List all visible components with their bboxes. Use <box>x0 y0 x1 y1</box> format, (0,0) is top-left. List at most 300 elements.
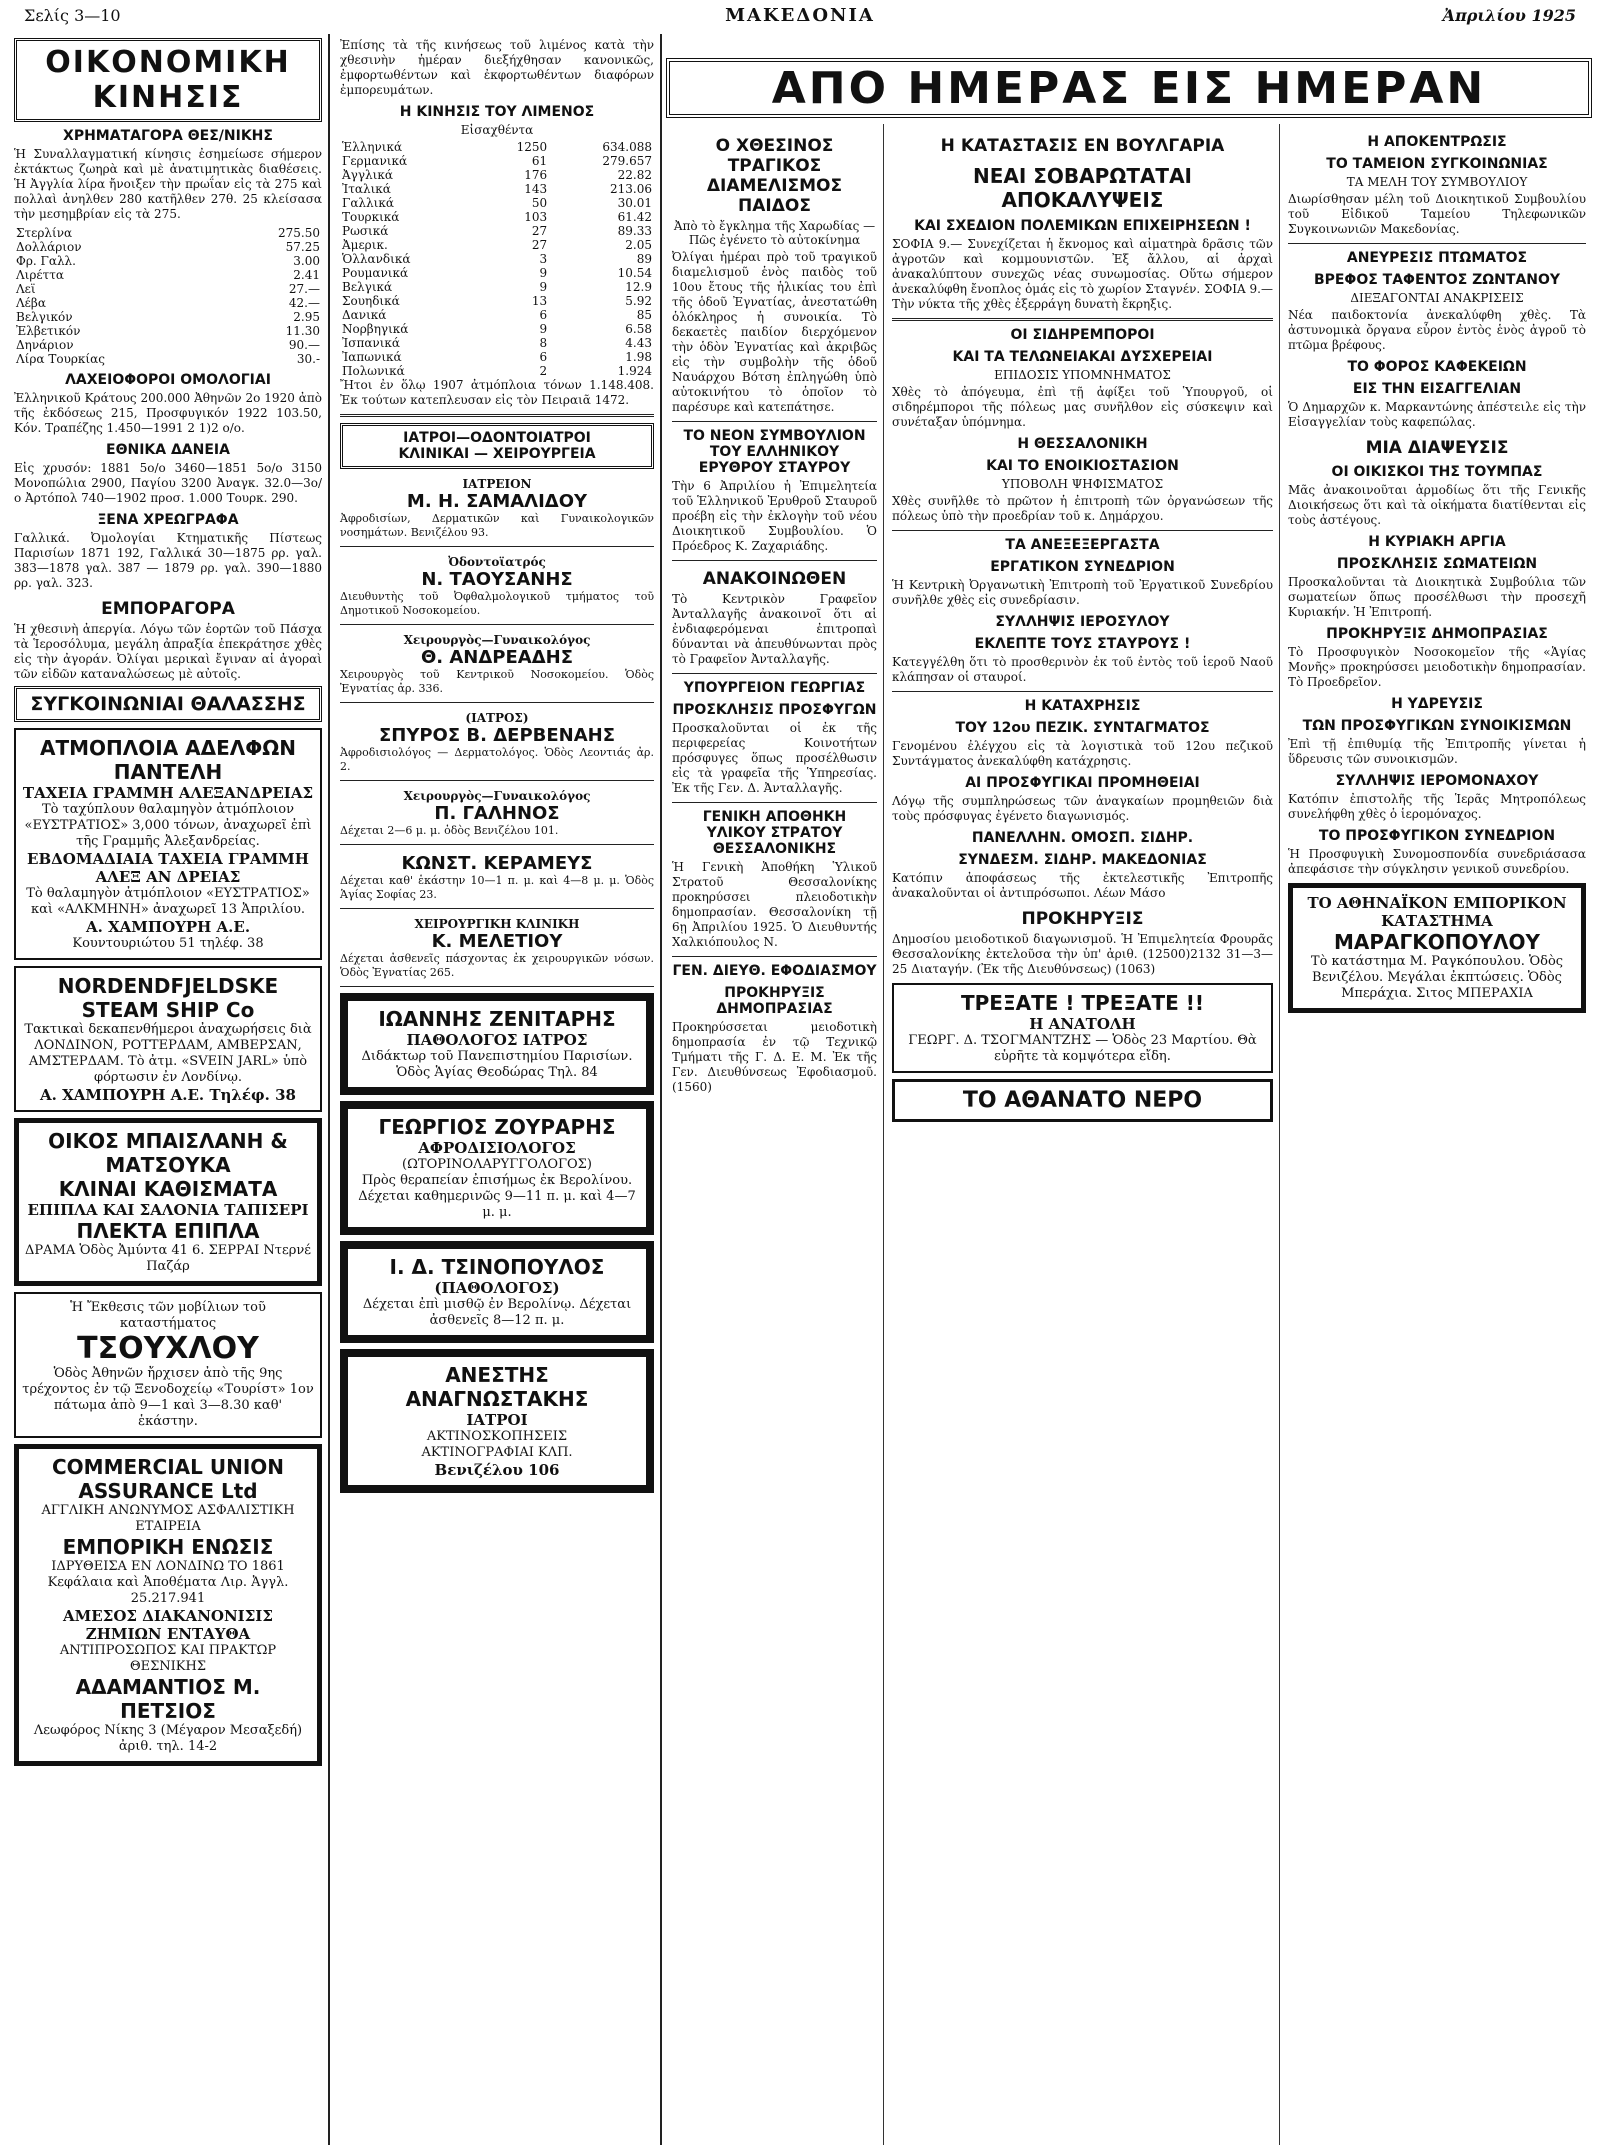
doctor-name: Ν. ΤΑΟΥΣΑΝΗΣ <box>421 569 573 590</box>
rate-name: Λέβα <box>16 296 46 310</box>
port-tons: 279.657 <box>602 154 652 168</box>
story3-text: Τὸ Κεντρικὸν Γραφεῖον Ἀνταλλαγῆς ἀνακοινοῖ ὅτι αἱ ἐνδιαφερόμεναι ἐπιτροπαὶ δύνανται νὰ ἀπευθύνωνται πρὸς τὸ Γραφεῖον Ἀνταλλαγῆς. <box>672 592 877 666</box>
doctor-role: ΧΕΙΡΟΥΡΓΙΚΗ ΚΛΙΝΙΚΗ <box>414 917 580 931</box>
table-row <box>14 324 322 338</box>
table-row <box>340 238 654 252</box>
story6-text: Προκηρύσσεται μειοδοτικὴ δημοπρασία ἐν τῷ Τεχνικῷ Τμήματι τῆς Γ. Δ. Ε. Μ. Ἐκ τῆς Γεν. Διευθύνσεως Ἐφοδιασμοῦ. (1560) <box>672 1020 877 1094</box>
shipping-header: ΣΥΓΚΟΙΝΩΝΙΑΙ ΘΑΛΑΣΣΗΣ <box>14 686 322 722</box>
table-row <box>14 240 322 254</box>
insurance-agent-title: ΑΝΤΙΠΡΟΣΩΠΟΣ ΚΑΙ ΠΡΑΚΤΩΡ ΘΕΣΝΙΚΗΣ <box>59 1643 277 1674</box>
stocks-title: ΞΕΝΑ ΧΡΕΩΓΡΑΦΑ <box>97 512 239 528</box>
story2-text: Τὴν 6 Ἀπριλίου ἡ Ἐπιμελητεία τοῦ Ἑλληνικοῦ Ἐρυθροῦ Σταυροῦ προέβη εἰς τὴν ἐκλογὴν τοῦ νέου Διοικητικοῦ Συμβουλίου. Ὁ Πρόεδρος Κ. Ζαχαριάδης. <box>672 479 877 553</box>
railunion-title: ΠΑΝΕΛΛΗΝ. ΟΜΟΣΠ. ΣΙΔΗΡ. <box>971 830 1194 846</box>
table-row <box>340 336 654 350</box>
doctor-text: Ἀφροδισιολόγος — Δερματολόγος. Ὁδὸς Λεοντιάς ἀρ. 2. <box>340 746 654 773</box>
insurance-year: ΙΔΡΥΘΕΙΣΑ ΕΝ ΛΟΝΔΙΝΩ ΤΟ 1861 <box>51 1559 285 1574</box>
zenitaris-role: ΠΑΘΟΛΟΓΟΣ ΙΑΤΡΟΣ <box>406 1031 588 1049</box>
loans-text: Εἰς χρυσόν: 1881 5ο/ο 3460—1851 5ο/ο 3150 Μονοπώλια 2900, Παγίου 3200 Ἀναγκ. 32.0—3ο/ο Ἀρτόπολ 740—1902 προσ. 1.000 Τουρκ. 290. <box>14 461 322 505</box>
s4-sub: ΟΙ ΟΙΚΙΣΚΟΙ ΤΗΣ ΤΟΥΜΠΑΣ <box>1331 464 1543 480</box>
insurance-sub: ΑΓΓΛΙΚΗ ΑΝΩΝΥΜΟΣ ΑΣΦΑΛΙΣΤΙΚΗ ΕΤΑΙΡΕΙΑ <box>41 1503 295 1534</box>
port-ships: 6 <box>539 308 548 322</box>
insurance-capital: Κεφάλαια καὶ Ἀποθέματα Λιρ. Ἀγγλ. 25.217.941 <box>47 1575 289 1606</box>
arrest-sub: ΕΚΛΕΠΤΕ ΤΟΥΣ ΣΤΑΥΡΟΥΣ ! <box>974 636 1191 652</box>
story5-title: ΓΕΝΙΚΗ ΑΠΟΘΗΚΗ ΥΛΙΚΟΥ ΣΤΡΑΤΟΥ ΘΕΣΣΑΛΟΝΙΚΗΣ <box>702 809 847 857</box>
s8-text: Κατόπιν ἐπιστολῆς τῆς Ἱερᾶς Μητροπόλεως συνελήφθη χθὲς ὁ ἱερομόναχος. <box>1288 792 1586 821</box>
s3-text: Ὁ Δημαρχῶν κ. Μαρκαντώνης ἀπέστειλε εἰς τὴν Εἰσαγγελίαν τοὺς καφεπώλας. <box>1288 400 1586 429</box>
insurance-claims: ΑΜΕΣΟΣ ΔΙΑΚΑΝΟΝΙΣΙΣ ΖΗΜΙΩΝ ΕΝΤΑΥΘΑ <box>63 1607 273 1643</box>
doctor-role: Ὀδοντοϊατρός <box>448 555 546 569</box>
doctor-text: Δέχεται ἀσθενεῖς πάσχοντας ἐκ χειρουργικῶν νόσων. Ὁδὸς Ἐγνατίας 265. <box>340 952 654 979</box>
divider <box>1288 243 1586 244</box>
s5-text: Προσκαλοῦνται τὰ Διοικητικὰ Συμβούλια τῶν σωματείων ὅπως προσέλθωσι τὴν προσεχῆ Κυριακήν. Ἡ Ἐπιτροπή. <box>1288 575 1586 619</box>
rugs-intro: Ἡ Ἔκθεσις τῶν μοβίλιων τοῦ καταστήματος <box>70 1300 266 1331</box>
page-date: Ἀπριλίου 1925 <box>1442 5 1576 25</box>
port-ships: 176 <box>524 168 548 182</box>
port-tons: 2.05 <box>625 238 652 252</box>
table-row <box>340 252 654 266</box>
rate-value: 3.00 <box>293 254 320 268</box>
main-banner <box>666 58 1592 118</box>
divider <box>892 530 1273 531</box>
ad-insurance <box>14 1444 322 1766</box>
story3-title: ΑΝΑΚΟΙΝΩΘΕΝ <box>702 569 847 589</box>
zouraris-role: ΑΦΡΟΔΙΣΙΟΛΟΓΟΣ <box>418 1139 576 1157</box>
ship1-sub: ΤΑΧΕΙΑ ΓΡΑΜΜΗ ΑΛΕΞΑΝΔΡΕΙΑΣ <box>22 784 314 802</box>
rate-name: Λεϊ <box>16 282 36 296</box>
bulgaria-sub1: ΝΕΑΙ ΣΟΒΑΡΩΤΑΤΑΙ ΑΠΟΚΑΛΥΨΕΙΣ <box>972 164 1192 212</box>
doctor-name: ΚΩΝΣΤ. ΚΕΡΑΜΕΥΣ <box>401 853 593 874</box>
divider <box>892 318 1273 321</box>
port-ships: 6 <box>539 350 548 364</box>
port-name: Ἰταλικά <box>342 182 391 196</box>
railunion-sub: ΣΥΝΔΕΣΜ. ΣΙΔΗΡ. ΜΑΚΕΔΟΝΙΑΣ <box>958 852 1207 868</box>
story6-sub: ΠΡΟΚΗΡΥΞΙΣ ΔΗΜΟΠΡΑΣΙΑΣ <box>716 985 833 1017</box>
divider <box>672 802 877 803</box>
doctor-listing <box>340 789 654 845</box>
table-row <box>340 140 654 154</box>
ad-tsinopoulos <box>340 1241 654 1343</box>
port-intro: Ἐπίσης τὰ τῆς κινήσεως τοῦ λιμένος κατὰ τὴν χθεσινὴν ἡμέραν διεξήχθησαν κανονικῶς, ἐμφορτωθέντων καὶ ἐκφορτωθέντων διαφόρων ἐμπορευμάτων. <box>340 38 654 97</box>
table-row <box>14 338 322 352</box>
port-tons: 85 <box>636 308 652 322</box>
rail-text: Χθὲς τὸ ἀπόγευμα, ἐπὶ τῇ ἀφίξει τοῦ Ὑπουργοῦ, οἱ σιδηρέμποροι τῆς πόλεως μας συνῆλθον εἰς σύσκεψιν καὶ συνέταξαν ὑπόμνημα. <box>892 385 1273 429</box>
s1-title: Η ΑΠΟΚΕΝΤΡΩΣΙΣ <box>1367 134 1507 150</box>
port-ships: 61 <box>531 154 548 168</box>
doctor-listing <box>340 917 654 987</box>
story4-title: ΥΠΟΥΡΓΕΙΟΝ ΓΕΩΡΓΙΑΣ <box>683 680 866 696</box>
rate-name: Λιρέττα <box>16 268 65 282</box>
table-row <box>340 280 654 294</box>
port-name: Βελγικά <box>342 280 393 294</box>
s1-sub2: ΤΑ ΜΕΛΗ ΤΟΥ ΣΥΜΒΟΥΛΙΟΥ <box>1346 175 1528 189</box>
s3-sub: ΕΙΣ ΤΗΝ ΕΙΣΑΓΓΕΛΙΑΝ <box>1352 381 1522 397</box>
port-tons: 89.33 <box>617 224 652 238</box>
port-name: Γαλλικά <box>342 196 394 210</box>
table-row <box>340 154 654 168</box>
divider <box>340 844 654 845</box>
rate-name: Δηνάριον <box>16 338 74 352</box>
tsinopoulos-text: Δέχεται ἐπὶ μισθῷ ἐν Βερολίνῳ. Δέχεται ἀσθενεῖς 8—12 π. μ. <box>362 1297 632 1328</box>
divider <box>672 673 877 674</box>
divider <box>340 624 654 625</box>
rate-value: 275.50 <box>278 226 320 240</box>
medical-header <box>340 423 654 469</box>
port-tons: 213.06 <box>610 182 652 196</box>
port-ships: 3 <box>539 252 548 266</box>
port-tons: 1.98 <box>625 350 652 364</box>
labor-title: ΤΑ ΑΝΕΞΕΞΕΡΓΑΣΤΑ <box>1005 537 1160 553</box>
table-row <box>340 364 654 378</box>
rate-value: 42.— <box>288 296 320 310</box>
port-name: Ἰαπωνικά <box>342 350 402 364</box>
port-ships: 8 <box>539 336 548 350</box>
port-ships: 9 <box>539 322 548 336</box>
ad-anagnostakis <box>340 1349 654 1493</box>
anagnostakis-addr: Βενιζέλου 106 <box>434 1461 560 1479</box>
doctor-text: Δέχεται καθ' ἑκάστην 10—1 π. μ. καὶ 4—8 μ. μ. Ὁδὸς Ἁγίας Σοφίας 23. <box>340 874 654 901</box>
furniture-line3: ΠΛΕΚΤΑ ΕΠΙΠΛΑ <box>76 1219 260 1243</box>
furniture-line1: ΚΛΙΝΑΙ ΚΑΘΙΣΜΑΤΑ <box>58 1177 278 1201</box>
page-folio <box>24 0 1576 30</box>
divider <box>672 956 877 957</box>
ad-tsouchlou <box>14 1292 322 1438</box>
stocks-text: Γαλλικά. Ὀμολογίαι Κτηματικῆς Πίστεως Παρισίων 1871 192, Γαλλικά 30—1875 ρρ. γαλ. 383—1878 γαλ. 387 — 1879 ρρ. γαλ. 390—1880 ρρ. γαλ. 323. <box>14 531 322 590</box>
rate-value: 90.— <box>288 338 320 352</box>
port-tons: 61.42 <box>617 210 652 224</box>
rate-value: 11.30 <box>285 324 320 338</box>
bulgaria-text: ΣΟΦΙΑ 9.— Συνεχίζεται ἡ ἔκνομος καὶ αἱματηρὰ δρᾶσις τῶν ἀγροτῶν καὶ κομμουνιστῶν. Ἐξ ἄλλου, αἱ ἀρχαὶ ἀνακαλύπτουν συνεχῶς νέας συνωμοσίας. Οὕτω σήμερον ἀνεκαλύφθη ἔνοπλος ὁμάς εἰς τὸ χωρίον Σταγνέν. ΣΟΦΙΑ 9.— Τὴν νύκτα τῆς χθὲς ἐξερράγη δυνατὴ ἔκρηξις. <box>892 237 1273 311</box>
thess-sub2: ΥΠΟΒΟΛΗ ΨΗΦΙΣΜΑΤΟΣ <box>1001 477 1164 491</box>
divider <box>672 560 877 561</box>
doctor-listing <box>340 555 654 625</box>
rate-value: 2.95 <box>293 310 320 324</box>
ad-furniture <box>14 1118 322 1286</box>
rate-name: Βελγικόν <box>16 310 73 324</box>
doctor-text: Διευθυντὴς τοῦ Ὀφθαλμολογικοῦ τμήματος τοῦ Δημοτικοῦ Νοσοκομείου. <box>340 590 654 617</box>
zenitaris-name: ΙΩΑΝΝΗΣ ΖΕΝΙΤΑΡΗΣ <box>378 1007 616 1031</box>
table-row <box>14 226 322 240</box>
doctor-name: Θ. ΑΝΔΡΕΑΔΗΣ <box>420 647 574 668</box>
column-news-center <box>886 124 1280 2145</box>
railunion-text: Κατόπιν ἀποφάσεως τῆς ἐκτελεστικῆς Ἐπιτροπῆς ἀνακαλοῦνται οἱ ἀντιπρόσωποι. Λέων Μάσο <box>892 871 1273 900</box>
rate-name: Φρ. Γαλλ. <box>16 254 76 268</box>
medical-header-1: ΙΑΤΡΟΙ—ΟΔΟΝΤΟΙΑΤΡΟΙ <box>403 430 591 446</box>
port-name: Ρουμανικά <box>342 266 409 280</box>
table-row <box>340 224 654 238</box>
paper-name: ΜΑΚΕΔΟΝΙΑ <box>725 4 875 26</box>
table-row <box>14 310 322 324</box>
ship1-title: ΑΤΜΟΠΛΟΙΑ ΑΔΕΛΦΩΝ ΠΑΝΤΕΛΗ <box>40 736 296 784</box>
divider <box>672 421 877 422</box>
port-ships: 13 <box>531 294 548 308</box>
doctor-role: Χειρουργὸς—Γυναικολόγος <box>403 789 591 803</box>
s8-title: ΣΥΛΛΗΨΙΣ ΙΕΡΟΜΟΝΑΧΟΥ <box>1335 773 1539 789</box>
story1-title: Ο ΧΘΕΣΙΝΟΣ ΤΡΑΓΙΚΟΣ ΔΙΑΜΕΛΙΣΜΟΣ ΠΑΙΔΟΣ <box>706 136 843 216</box>
port-tons: 6.58 <box>625 322 652 336</box>
tresate-title: ΤΡΕΞΑΤΕ ! ΤΡΕΞΑΤΕ !! <box>960 991 1205 1015</box>
ship2-text: Τὸ θαλαμηγὸν ἀτμόπλοιον «ΕΥΣΤΡΑΤΙΟΣ» καὶ «ΑΛΚΜΗΝΗ» ἀναχωρεῖ 13 Ἀπριλίου. <box>26 886 310 917</box>
bonds-text: Ἐλληνικοῦ Κράτους 200.000 Ἀθηνῶν 2ο 1920 ἀπὸ τῆς ἐκδόσεως 215, Προσφυγικόν 1922 103.50, Κόν. Τραπέζης 1.450—1991 2 1)2 ο/ο. <box>14 391 322 435</box>
ship3-text: Τακτικαὶ δεκαπενθήμεροι ἀναχωρήσεις διὰ ΛΟΝΔΙΝΟΝ, ΡΟΤΤΕΡΔΑΜ, ΑΜΒΕΡΣΑΝ, ΑΜΣΤΕΡΔΑΜ. Τὸ ἀτμ. «SVEIN JARL» ὑπὸ φόρτωσιν ἐν Λονδίνῳ. <box>24 1022 312 1085</box>
ship2-addr: Κουντουριώτου 51 τηλέφ. 38 <box>72 936 264 951</box>
regiment-title: Η ΚΑΤΑΧΡΗΣΙΣ <box>1024 698 1141 714</box>
loans-title: ΕΘΝΙΚΑ ΔΑΝΕΙΑ <box>106 442 230 458</box>
s1-text: Διωρίσθησαν μέλη τοῦ Διοικητικοῦ Συμβουλίου τοῦ Εἰδικοῦ Ταμείου Τηλεφωνικῶν Συγκοινωνιῶν Μακεδονίας. <box>1288 192 1586 236</box>
anagnostakis-name: ΑΝΕΣΤΗΣ ΑΝΑΓΝΩΣΤΑΚΗΣ <box>405 1363 589 1411</box>
port-ships: 2 <box>539 364 548 378</box>
s9-text: Ἡ Προσφυγικὴ Συνομοσπονδία συνεδριάσασα ἀπεφάσισε τὴν σύγκλησιν γενικοῦ συνεδρίου. <box>1288 847 1586 876</box>
notice-title: ΠΡΟΚΗΡΥΞΙΣ <box>1021 909 1144 929</box>
s6-title: ΠΡΟΚΗΡΥΞΙΣ ΔΗΜΟΠΡΑΣΙΑΣ <box>1326 626 1548 642</box>
story4-text: Προσκαλοῦνται οἱ ἐκ τῆς περιφερείας Κοινοτήτων πρόσφυγες ὅπως προσέλθωσιν εἰς τὰ γραφεῖα τῆς Ὑπηρεσίας. Ἐκ τῆς Γεν. Δ. Ἀνταλλαγῆς. <box>672 721 877 795</box>
anagnostakis-role: ΙΑΤΡΟΙ <box>466 1411 528 1429</box>
market-title: ΕΜΠΟΡΑΓΟΡΑ <box>101 599 235 619</box>
story6-title: ΓΕΝ. ΔΙΕΥΘ. ΕΦΟΔΙΑΣΜΟΥ <box>672 963 877 979</box>
divider <box>340 780 654 781</box>
insurance-name: ΕΜΠΟΡΙΚΗ ΕΝΩΣΙΣ <box>62 1535 274 1559</box>
page-range: Σελίς 3—10 <box>24 5 121 25</box>
ad-zouraris <box>340 1101 654 1235</box>
tresate-text: ΓΕΩΡΓ. Δ. ΤΣΟΓΜΑΝΤΖΗΣ — Ὁδὸς 23 Μαρτίου. Θὰ εὑρῆτε τὰ κομψότερα εἴδη. <box>908 1033 1257 1064</box>
column-news-left <box>666 124 884 2145</box>
s2-text: Νέα παιδοκτονία ἀνεκαλύφθη χθὲς. Τὰ ἀστυνομικὰ ὄργανα εὗρον ἐντὸς ἑνὸς ἀγροῦ τὸ πτῶμα βρέφους. <box>1288 308 1586 352</box>
port-tons: 4.43 <box>625 336 652 350</box>
table-row <box>340 266 654 280</box>
port-tons: 89 <box>636 252 652 266</box>
port-name: Δανικά <box>342 308 387 322</box>
regiment-text: Γενομένου ἐλέγχου εἰς τὰ λογιστικὰ τοῦ 12ου πεζικοῦ Συντάγματος ἀνεκαλύφθη κατάχρησις. <box>892 739 1273 768</box>
divider <box>892 691 1273 692</box>
port-ships: 103 <box>524 210 548 224</box>
port-name: Ἰσπανικά <box>342 336 401 350</box>
port-tons: 12.9 <box>625 280 652 294</box>
thess-text: Χθὲς συνῆλθε τὸ πρῶτον ἡ ἐπιτροπὴ τῶν ὀργανώσεων τῆς πόλεως ὑπὸ τὴν προεδρίαν τοῦ κ. Δημάρχου. <box>892 494 1273 523</box>
doctor-name: Μ. Η. ΣΑΜΑΛΙΔΟΥ <box>406 491 588 512</box>
bonds-title: ΛΑΧΕΙΟΦΟΡΟΙ ΟΜΟΛΟΓΙΑΙ <box>65 372 271 388</box>
tresate-name: Η ΑΝΑΤΟΛΗ <box>1029 1015 1136 1033</box>
regiment-sub: ΤΟΥ 12ου ΠΕΖΙΚ. ΣΥΝΤΑΓΜΑΤΟΣ <box>955 720 1210 736</box>
port-name: Τουρκικά <box>342 210 400 224</box>
port-ships: 27 <box>531 224 548 238</box>
table-row <box>340 322 654 336</box>
s7-sub: ΤΩΝ ΠΡΟΣΦΥΓΙΚΩΝ ΣΥΝΟΙΚΙΣΜΩΝ <box>1302 718 1572 734</box>
table-row <box>14 352 322 366</box>
story2-title: ΤΟ ΝΕΟΝ ΣΥΜΒΟΥΛΙΟΝ ΤΟΥ ΕΛΛΗΝΙΚΟΥ ΕΡΥΘΡΟΥ ΣΤΑΥΡΟΥ <box>683 428 866 476</box>
port-tons: 1.924 <box>617 364 652 378</box>
medical-header-2: ΚΛΙΝΙΚΑΙ — ΧΕΙΡΟΥΡΓΕΙΑ <box>398 446 596 462</box>
ad-anatoli <box>892 983 1273 1073</box>
furniture-line2: ΕΠΙΠΛΑ ΚΑΙ ΣΑΛΟΝΙΑ ΤΑΠΙΣΕΡΙ <box>27 1201 309 1219</box>
table-row <box>340 294 654 308</box>
arrest-text: Κατεγγέλθη ὅτι τὸ προσθερινὸν ἐκ τοῦ ἐντὸς τοῦ ἱεροῦ Ναοῦ κλάπησαν οἱ σταυροί. <box>892 655 1273 684</box>
doctor-role: ΙΑΤΡΕΙΟΝ <box>462 477 532 491</box>
doctor-name: Π. ΓΑΛΗΝΟΣ <box>434 803 560 824</box>
insurance-title: COMMERCIAL UNION ASSURANCE Ltd <box>51 1455 284 1503</box>
column-economy <box>8 34 330 2145</box>
ad-maragkopoulou <box>1288 883 1586 1013</box>
rugs-title: ΤΣΟΥΧΛΟΥ <box>77 1331 259 1366</box>
banner-title: ΑΠΟ ΗΜΕΡΑΣ ΕΙΣ ΗΜΕΡΑΝ <box>771 62 1487 114</box>
divider <box>340 414 654 417</box>
story1-text: Ὀλίγαι ἡμέραι πρὸ τοῦ τραγικοῦ διαμελισμοῦ ἑνὸς παιδὸς τοῦ 10ου ἔτους τῆς ἡλικίας του ἐπὶ τῆς ὁδοῦ Ἐγνατίας, ἀνεστατώθη ὁλόκληρος ἡ συνοικία. Τὸ δεκαετὲς παιδίον διερχόμενον τὴν ὁδὸν Ἐγνατίας καὶ ἀκριβῶς εἰς τὴν συμβολὴν τῆς ὁδοῦ Ναυάρχου Βότση ἐπληγώθη ὑπὸ αὐτοκινήτου τὸ ὁποῖον τὸ παρέσυρε καὶ κατεπάτησε. <box>672 250 877 414</box>
thess-title: Η ΘΕΣΣΑΛΟΝΙΚΗ <box>1017 436 1148 452</box>
port-tons: 634.088 <box>602 140 652 154</box>
port-tons: 10.54 <box>617 266 652 280</box>
zouraris-text: Πρὸς θεραπείαν ἐπισήμως ἐκ Βερολίνου. Δέχεται καθημερινῶς 9—11 π. μ. καὶ 4—7 μ. μ. <box>358 1173 636 1220</box>
ship2-title: ΕΒΔΟΜΑΔΙΑΙΑ ΤΑΧΕΙΑ ΓΡΑΜΜΗ ΑΛΕΞ ΑΝ ΔΡΕΙΑΣ <box>27 850 309 886</box>
port-table <box>340 140 654 378</box>
port-tons: 5.92 <box>625 294 652 308</box>
table-row <box>14 268 322 282</box>
thess-sub: ΚΑΙ ΤΟ ΕΝΟΙΚΙΟΣΤΑΣΙΟΝ <box>986 458 1179 474</box>
port-ships: 9 <box>539 266 548 280</box>
zenitaris-text: Διδάκτωρ τοῦ Πανεπιστημίου Παρισίων. Ὁδὸς Ἁγίας Θεοδώρας Τηλ. 84 <box>361 1049 633 1080</box>
doctor-text: Ἀφροδισίων, Δερματικῶν καὶ Γυναικολογικῶν νοσημάτων. Βενιζέλου 93. <box>340 512 654 539</box>
ship1-text: Τὸ ταχύπλουν θαλαμηγὸν ἀτμόπλοιον «ΕΥΣΤΡΑΤΙΟΣ» 3,000 τόνων, ἀναχωρεῖ ἐπὶ τῆς Γραμμῆς Ἀλεξανδρείας. <box>24 802 312 849</box>
table-row <box>340 168 654 182</box>
table-row <box>340 182 654 196</box>
s7-text: Ἐπὶ τῇ ἐπιθυμίᾳ τῆς Ἐπιτροπῆς γίνεται ἡ ὕδρευσις τῶν συνοικισμῶν. <box>1288 737 1586 766</box>
zouraris-name: ΓΕΩΡΓΙΟΣ ΖΟΥΡΑΡΗΣ <box>378 1115 616 1139</box>
s4-text: Μᾶς ἀνακοινοῦται ἀρμοδίως ὅτι τῆς Γενικῆς Διοικήσεως ὅτι καὶ τὰ οἰκήματα διατίθενται εἰς τοὺς ἀστέγους. <box>1288 483 1586 527</box>
doctor-listing <box>340 853 654 909</box>
table-row <box>340 196 654 210</box>
story1-sub: Ἀπὸ τὸ ἔγκλημα τῆς Χαρωδίας — Πῶς ἐγένετο τὸ αὐτοκίνημα <box>673 219 876 247</box>
doctor-listing <box>340 477 654 547</box>
exchange-table <box>14 226 322 366</box>
market-text: Ἡ χθεσινὴ ἀπεργία. Λόγω τῶν ἑορτῶν τοῦ Πάσχα τὰ Ἱεροσόλυμα, μεγάλη ἀπραξία ἐπεκράτησε χθὲς εἰς τὴν ἀγοράν. Ὀλίγαι μερικαὶ ἔγιναν αἱ ἀγοραὶ τῶν εἰδῶν καταναλώσεως μὲ αὐτοῖς. <box>14 622 322 681</box>
s2-sub: ΒΡΕΦΟΣ ΤΑΦΕΝΤΟΣ ΖΩΝΤΑΝΟΥ <box>1313 272 1561 288</box>
rate-name: Ἐλβετικόν <box>16 324 81 338</box>
table-row <box>340 350 654 364</box>
table-row <box>14 282 322 296</box>
s7-title: Η ΥΔΡΕΥΣΙΣ <box>1391 696 1483 712</box>
labor-sub: ΕΡΓΑΤΙΚΟΝ ΣΥΝΕΔΡΙΟΝ <box>990 559 1175 575</box>
rate-name: Δολλάριον <box>16 240 82 254</box>
exchange-text: Ἡ Συναλλαγματική κίνησις ἐσημείωσε σήμερον ἐκτάκτως ζωηρὰ καὶ μὲ ἀνατιμητικὰς διαθέσεις. Ἡ Ἀγγλία λίρα ἤνοιξεν τὴν πρωΐαν εἰς τὰ 275 καὶ πολλαὶ ἀνηλθεν 280 κατῆλθεν 27θ. 25 κλείσασα τὴν μεσημβρίαν εἰς τὰ 275. <box>14 147 322 221</box>
s6-text: Τὸ Προσφυγικὸν Νοσοκομεῖον τῆς «Ἁγίας Μονῆς» προκηρύσσει μειοδοτικὴν δημοπρασίαν. Τὸ Προεδρεῖον. <box>1288 645 1586 689</box>
port-ships: 50 <box>531 196 548 210</box>
doctor-text: Χειρουργὸς τοῦ Κεντρικοῦ Νοσοκομείου. Ὁδὸς Ἐγνατίας ἀρ. 336. <box>340 668 654 695</box>
s5-title: Η ΚΥΡΙΑΚΗ ΑΡΓΙΑ <box>1368 534 1506 550</box>
table-row <box>14 254 322 268</box>
doctor-role: (ΙΑΤΡΟΣ) <box>465 711 529 725</box>
tsinopoulos-role: (ΠΑΘΟΛΟΓΟΣ) <box>434 1279 560 1297</box>
labor-text: Ἡ Κεντρικὴ Ὀργανωτικὴ Ἐπιτροπὴ τοῦ Ἐργατικοῦ Συνεδρίου συνῆλθε χθὲς εἰς συνεδρίασιν. <box>892 578 1273 607</box>
port-tons: 22.82 <box>617 168 652 182</box>
s10-name: ΜΑΡΑΓΚΟΠΟΥΛΟΥ <box>1334 930 1540 954</box>
furniture-line4: ΔΡΑΜΑ Ὁδὸς Ἀμύντα 41 6. ΣΕΡΡΑΙ Ντερνέ Παζάρ <box>25 1243 311 1274</box>
s10-text: Τὸ κατάστημα Μ. Ραγκόπουλου. Ὁδὸς Βενιζέλου. Μεγάλαι ἐκπτώσεις. Ὁδὸς Μπεράχια. Σιτος ΜΠΕΡΑΧΙΑ <box>1310 954 1564 1001</box>
rate-value: 30.- <box>296 352 320 366</box>
s5-sub: ΠΡΟΣΚΛΗΣΙΣ ΣΩΜΑΤΕΙΩΝ <box>1336 556 1538 572</box>
doctor-listing <box>340 633 654 703</box>
rail-sub2: ΕΠΙΔΟΣΙΣ ΥΠΟΜΝΗΜΑΤΟΣ <box>994 368 1171 382</box>
divider <box>340 546 654 547</box>
anagnostakis-line1: ΑΚΤΙΝΟΣΚΟΠΗΣΕΙΣ <box>426 1429 568 1444</box>
bulgaria-sub2: ΚΑΙ ΣΧΕΔΙΟΝ ΠΟΛΕΜΙΚΩΝ ΕΠΙΧΕΙΡΗΣΕΩΝ ! <box>914 218 1251 234</box>
port-name: Γερμανικά <box>342 154 408 168</box>
doctor-name: Κ. ΜΕΛΕΤΙΟΥ <box>431 931 563 952</box>
s2-sub2: ΔΙΕΞΑΓΟΝΤΑΙ ΑΝΑΚΡΙΣΕΙΣ <box>1350 291 1524 305</box>
story5-text: Ἡ Γενικὴ Ἀποθήκη Ὑλικοῦ Στρατοῦ Θεσσαλονίκης προκηρύσσει πλειοδοτικὴν δημοπρασίαν. Θεσσαλονίκη τῇ 6ῃ Ἀπριλίου 1925. Ὁ Διευθυντής Χαλκιόπουλος Ν. <box>672 860 877 949</box>
table-row <box>340 210 654 224</box>
s3-title: ΤΟ ΦΟΡΟΣ ΚΑΦΕΚΕΙΩΝ <box>1347 359 1527 375</box>
ad-athanato-nero: ΤΟ ΑΘΑΝΑΤΟ ΝΕΡΟ <box>892 1079 1273 1122</box>
port-name: Νορβηγικά <box>342 322 409 336</box>
refugee-text: Λόγῳ τῆς συμπληρώσεως τῶν ἀναγκαίων προμηθειῶν διὰ τοὺς πρόσφυγας ἐγένετο διαγωνισμός. <box>892 794 1273 823</box>
rate-name: Λίρα Τουρκίας <box>16 352 105 366</box>
ad-pantelis-ships <box>14 728 322 960</box>
port-ships: 9 <box>539 280 548 294</box>
s4-title: ΜΙΑ ΔΙΑΨΕΥΣΙΣ <box>1365 438 1509 458</box>
doctor-list <box>340 477 654 987</box>
doctor-text: Δέχεται 2—6 μ. μ. ὁδὸς Βενιζέλου 101. <box>340 824 559 837</box>
s2-title: ΑΝΕΥΡΕΣΙΣ ΠΤΩΜΑΤΟΣ <box>1346 250 1528 266</box>
furniture-title: ΟΙΚΟΣ ΜΠΑΙΣΛΑΝΗ & ΜΑΤΣΟΥΚΑ <box>48 1129 288 1177</box>
port-name: Ρωσικά <box>342 224 389 238</box>
anagnostakis-line2: ΑΚΤΙΝΟΓΡΑΦΙΑΙ ΚΛΠ. <box>421 1445 573 1460</box>
ad-zenitaris <box>340 993 654 1095</box>
exchange-title: ΧΡΗΜΑΤΑΓΟΡΑ ΘΕΣ/ΝΙΚΗΣ <box>63 128 273 144</box>
table-row <box>340 308 654 322</box>
rate-value: 2.41 <box>293 268 320 282</box>
rugs-text: Ὁδὸς Ἀθηνῶν ἤρχισεν ἀπὸ τῆς 9ης τρέχοντος ἐν τῷ Ξενοδοχείῳ «Τουρίστ» 1ον πάτωμα ἀπὸ 9—1 καὶ 3—8.30 καθ' ἑκάστην. <box>22 1366 314 1429</box>
doctor-role: Χειρουργὸς—Γυναικολόγος <box>403 633 591 647</box>
doctor-name: ΣΠΥΡΟΣ Β. ΔΕΡΒΕΝΑΗΣ <box>378 725 616 746</box>
ship3-title: NORDENDFJELDSKE STEAM SHIP Co <box>57 974 279 1022</box>
port-sub: Εἰσαχθέντα <box>460 123 534 137</box>
notice-text: Δημοσίου μειοδοτικοῦ διαγωνισμοῦ. Ἡ Ἐπιμελητεία Φρουρᾶς Θεσσαλονίκης ἐκτελοῦσα τὴν ὑπ' ἀριθ. (12500)2132 31—3—25 Διαταγήν. (Ἐκ τῆς Διευθύνσεως) (1063) <box>892 932 1273 976</box>
port-tons: 30.01 <box>617 196 652 210</box>
economy-header: ΟΙΚΟΝΟΜΙΚΗ ΚΙΝΗΣΙΣ <box>14 38 322 122</box>
port-name: Ἀμερικ. <box>342 238 388 252</box>
zouraris-sub: (ΩΤΟΡΙΝΟΛΑΡΥΓΓΟΛΟΓΟΣ) <box>402 1157 592 1172</box>
rate-value: 27.— <box>288 282 320 296</box>
ad-nordenfjeldske <box>14 966 322 1112</box>
port-ships: 1250 <box>516 140 548 154</box>
rate-name: Στερλίνα <box>16 226 73 240</box>
port-name: Σουηδικά <box>342 294 400 308</box>
divider <box>340 986 654 987</box>
story4-sub: ΠΡΟΣΚΛΗΣΙΣ ΠΡΟΣΦΥΓΩΝ <box>672 702 877 718</box>
rail-title: ΟΙ ΣΙΔΗΡΕΜΠΟΡΟΙ <box>1010 327 1155 343</box>
port-name: Ἀγγλικά <box>342 168 393 182</box>
rail-sub: ΚΑΙ ΤΑ ΤΕΛΩΝΕΙΑΚΑΙ ΔΥΣΧΕΡΕΙΑΙ <box>952 349 1213 365</box>
insurance-agent: ΑΔΑΜΑΝΤΙΟΣ Μ. ΠΕΤΣΙΟΣ <box>75 1675 261 1723</box>
s9-title: ΤΟ ΠΡΟΣΦΥΓΙΚΟΝ ΣΥΝΕΔΡΙΟΝ <box>1318 828 1556 844</box>
tsinopoulos-name: Ι. Δ. ΤΣΙΝΟΠΟΥΛΟΣ <box>389 1255 605 1279</box>
table-row <box>14 296 322 310</box>
arrest-title: ΣΥΛΛΗΨΙΣ ΙΕΡΟΣΥΛΟΥ <box>995 614 1170 630</box>
port-footer: Ἤτοι ἐν ὅλῳ 1907 ἀτμόπλοια τόνων 1.148.408. Ἐκ τούτων κατεπλευσαν εἰς τὸν Πειραιᾶ 1472. <box>340 378 654 407</box>
divider <box>340 908 654 909</box>
port-ships: 143 <box>524 182 548 196</box>
ship2-agent: Α. ΧΑΜΠΟΥΡΗ Α.Ε. <box>85 918 251 936</box>
s1-sub: ΤΟ ΤΑΜΕΙΟΝ ΣΥΓΚΟΙΝΩΝΙΑΣ <box>1326 156 1548 172</box>
doctor-listing <box>340 711 654 781</box>
port-ships: 27 <box>531 238 548 252</box>
ship3-agent: Α. ΧΑΜΠΟΥΡΗ Α.Ε. Τηλέφ. 38 <box>40 1086 296 1104</box>
rate-value: 57.25 <box>285 240 320 254</box>
port-name: Ἑλληνικά <box>342 140 403 154</box>
divider <box>340 702 654 703</box>
column-port-medical <box>334 34 662 2145</box>
refugee-title: ΑΙ ΠΡΟΣΦΥΓΙΚΑΙ ΠΡΟΜΗΘΕΙΑΙ <box>965 775 1200 791</box>
port-name: Πολωνικά <box>342 364 405 378</box>
insurance-addr: Λεωφόρος Νίκης 3 (Μέγαρον Μεσαξεδή) ἀριθ. τηλ. 14-2 <box>33 1723 303 1754</box>
column-news-right <box>1282 124 1592 2145</box>
